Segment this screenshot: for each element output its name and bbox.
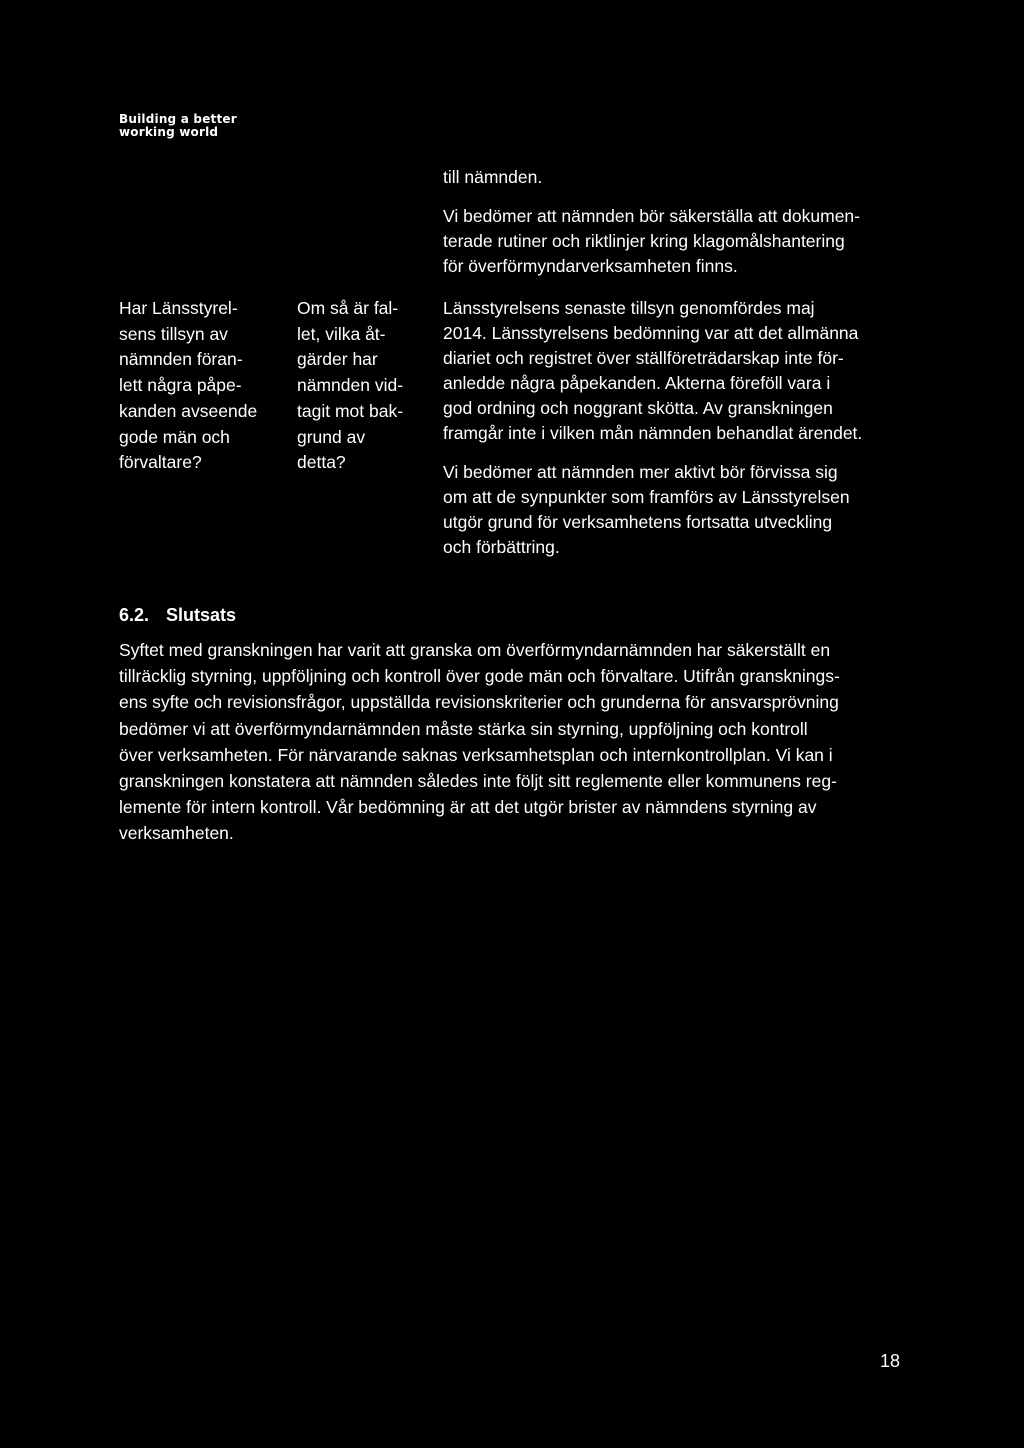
text-line: gode män och <box>119 426 230 447</box>
text-line: detta? <box>297 452 346 473</box>
text-line: gärder har <box>297 349 378 370</box>
page-number: 18 <box>880 1351 901 1371</box>
text-line: let, vilka åt- <box>297 323 386 344</box>
text-line: anledde några påpekanden. Akterna föreföll vara i <box>443 373 831 393</box>
text-line: utgör grund för verksamhetens fortsatta utveckling <box>443 512 833 532</box>
text-line: tagit mot bak- <box>297 400 404 421</box>
text-line: nämnden föran- <box>119 349 243 370</box>
text-line: framgår inte i vilken mån nämnden behandlat ärendet. <box>443 423 863 443</box>
text-line: Syftet med granskningen har varit att granska om överförmyndarnämnden har säkerställt en <box>119 640 831 660</box>
followup-question-cell <box>297 296 403 476</box>
text-line: över verksamheten. För närvarande saknas verksamhetsplan och internkontrollplan. Vi kan i <box>119 744 833 765</box>
question-cell <box>119 296 257 476</box>
text-line: för överförmyndarverksamheten finns. <box>443 256 738 276</box>
text-line: Länsstyrelsens senaste tillsyn genomfördes maj <box>443 298 815 318</box>
section-number: 6.2. <box>119 605 150 625</box>
text-line: Om så är fal- <box>297 298 399 318</box>
text-line: grund av <box>297 426 366 447</box>
text-line: verksamheten. <box>119 823 234 844</box>
text-line: diariet och registret över ställföreträdarskap inte för- <box>443 348 844 368</box>
text-line: lemente för intern kontroll. Vår bedömning är att det utgör brister av nämndens styrning av <box>119 797 817 818</box>
assessment-paragraph-1 <box>443 204 860 279</box>
text-line: förvaltare? <box>119 452 202 473</box>
assessment-paragraph-2 <box>443 460 850 560</box>
text-line: granskningen konstatera att nämnden således inte följt sitt reglemente eller kommunens reg- <box>119 771 837 792</box>
conclusion-paragraph <box>119 637 840 847</box>
text-line: och förbättring. <box>443 537 560 557</box>
text-line: Har Länsstyrel- <box>119 298 238 318</box>
text-line: sens tillsyn av <box>119 323 228 344</box>
text-line: om att de synpunkter som framförs av Länsstyrelsen <box>443 487 850 507</box>
text-line: Vi bedömer att nämnden bör säkerställa att dokumen- <box>443 206 860 226</box>
text-line: terade rutiner och riktlinjer kring klagomålshantering <box>443 231 845 251</box>
text-line: ens syfte och revisionsfrågor, uppställda revisionskriterier och grunderna för ansvarsprövning <box>119 692 839 713</box>
text-line: 2014. Länsstyrelsens bedömning var att det allmänna <box>443 323 859 343</box>
answer-paragraph <box>443 296 862 446</box>
text-line: Vi bedömer att nämnden mer aktivt bör förvissa sig <box>443 462 838 482</box>
text-line: till nämnden. <box>443 167 543 187</box>
text-line: lett några påpe- <box>119 375 242 396</box>
text-line: bedömer vi att överförmyndarnämnden måste stärka sin styrning, uppföljning och kontroll <box>119 718 808 739</box>
text-line: kanden avseende <box>119 400 258 421</box>
brand-line-1: Building a better <box>119 112 237 126</box>
text-line: nämnden vid- <box>297 375 404 396</box>
text-line: tillräcklig styrning, uppföljning och kontroll över gode män och förvaltare. Utifrån gransknings- <box>119 666 840 687</box>
brand-logo-text <box>119 113 237 139</box>
brand-line-2: working world <box>119 125 219 139</box>
section-heading <box>119 605 236 626</box>
text-line: god ordning och noggrant skötta. Av granskningen <box>443 398 833 418</box>
section-title: Slutsats <box>166 605 237 625</box>
previous-answer-fragment <box>443 165 542 190</box>
